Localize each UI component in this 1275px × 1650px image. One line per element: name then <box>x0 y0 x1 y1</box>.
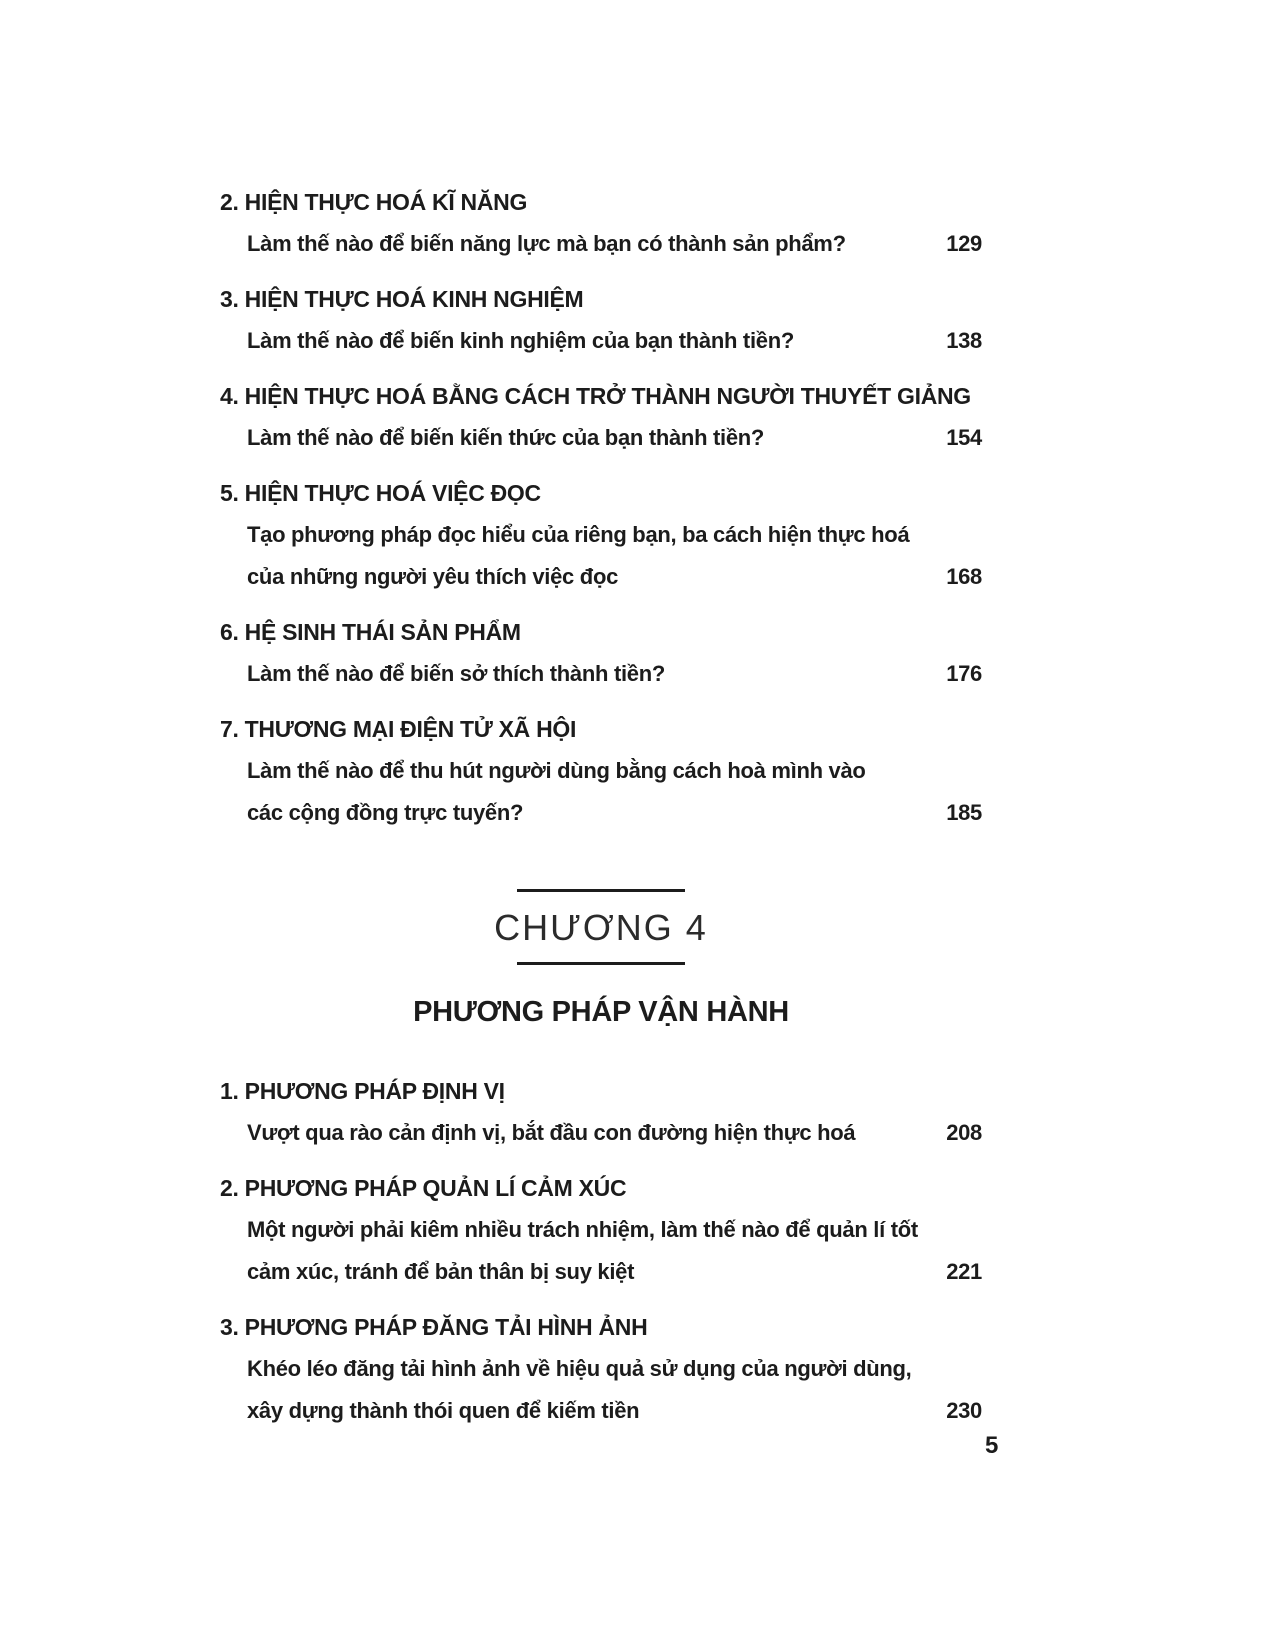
toc-entry-page: 129 <box>946 231 982 256</box>
toc-entry <box>220 382 982 452</box>
toc-entry-title: 2. PHƯƠNG PHÁP QUẢN LÍ CẢM XÚC <box>220 1175 627 1201</box>
toc-entry-row <box>220 1397 982 1425</box>
toc-entry <box>220 1077 982 1147</box>
toc-entry-row <box>220 1258 982 1286</box>
toc-entry-row <box>220 1355 982 1383</box>
toc-entry-row <box>220 230 982 258</box>
toc-entry <box>220 618 982 688</box>
toc-entry-page: 221 <box>946 1259 982 1284</box>
toc-entry <box>220 1174 982 1286</box>
toc-entry-title: 7. THƯƠNG MẠI ĐIỆN TỬ XÃ HỘI <box>220 716 577 742</box>
chapter-label: CHƯƠNG 4 <box>494 907 708 948</box>
toc-entry-page: 185 <box>946 800 982 825</box>
toc-entry-title: 2. HIỆN THỰC HOÁ KĨ NĂNG <box>220 189 528 215</box>
toc-entry-row <box>220 1119 982 1147</box>
toc-entry-desc: Làm thế nào để biến kinh nghiệm của bạn thành tiền? <box>247 328 794 353</box>
toc-entry-desc: Làm thế nào để biến sở thích thành tiền? <box>247 661 665 686</box>
toc-entry-page: 154 <box>946 425 982 450</box>
toc-entry-desc: cảm xúc, tránh để bản thân bị suy kiệt <box>247 1259 635 1284</box>
toc-entry-desc: của những người yêu thích việc đọc <box>247 564 619 589</box>
toc-content <box>220 188 982 1452</box>
toc-entry <box>220 715 982 827</box>
toc-entry-row <box>220 521 982 549</box>
toc-entry-row <box>220 799 982 827</box>
toc-entry-row <box>220 1216 982 1244</box>
toc-entry-desc: xây dựng thành thói quen để kiếm tiền <box>247 1398 640 1423</box>
toc-entry-row <box>220 424 982 452</box>
toc-entry <box>220 1313 982 1425</box>
toc-entry-desc: Tạo phương pháp đọc hiểu của riêng bạn, ba cách hiện thực hoá <box>247 522 910 547</box>
toc-entry-desc: Làm thế nào để thu hút người dùng bằng cách hoà mình vào <box>247 758 866 783</box>
divider-line-top <box>517 889 685 892</box>
chapter-title: PHƯƠNG PHÁP VẬN HÀNH <box>413 996 789 1028</box>
toc-entry-row <box>220 757 982 785</box>
toc-entry-row <box>220 327 982 355</box>
toc-entry-title: 1. PHƯƠNG PHÁP ĐỊNH VỊ <box>220 1078 505 1104</box>
toc-entry <box>220 479 982 591</box>
toc-entry-desc: Một người phải kiêm nhiều trách nhiệm, làm thế nào để quản lí tốt <box>247 1217 918 1242</box>
toc-entry <box>220 188 982 258</box>
toc-entry-page: 208 <box>946 1120 982 1145</box>
toc-entry-page: 230 <box>946 1398 982 1423</box>
toc-entry-desc: Làm thế nào để biến năng lực mà bạn có thành sản phẩm? <box>247 231 846 256</box>
chapter-heading <box>220 889 982 1029</box>
toc-entry-desc: Vượt qua rào cản định vị, bắt đầu con đường hiện thực hoá <box>247 1120 856 1145</box>
toc-entry-title: 3. HIỆN THỰC HOÁ KINH NGHIỆM <box>220 286 584 312</box>
toc-entry-desc: Khéo léo đăng tải hình ảnh về hiệu quả sử dụng của người dùng, <box>247 1356 912 1381</box>
toc-entry-page: 138 <box>946 328 982 353</box>
toc-entry-title: 6. HỆ SINH THÁI SẢN PHẨM <box>220 619 521 645</box>
toc-entry-desc: các cộng đồng trực tuyến? <box>247 800 524 825</box>
toc-entry <box>220 285 982 355</box>
divider-line-bottom <box>517 962 685 965</box>
toc-entry-title: 4. HIỆN THỰC HOÁ BẰNG CÁCH TRỞ THÀNH NGƯỜI THUYẾT GIẢNG <box>220 383 971 409</box>
toc-entry-page: 176 <box>946 661 982 686</box>
page-number: 5 <box>985 1432 999 1459</box>
toc-entry-row <box>220 563 982 591</box>
toc-entry-title: 5. HIỆN THỰC HOÁ VIỆC ĐỌC <box>220 480 541 506</box>
toc-entry-page: 168 <box>946 564 982 589</box>
toc-entry-row <box>220 660 982 688</box>
toc-entry-title: 3. PHƯƠNG PHÁP ĐĂNG TẢI HÌNH ẢNH <box>220 1314 648 1340</box>
toc-entry-desc: Làm thế nào để biến kiến thức của bạn thành tiền? <box>247 425 765 450</box>
